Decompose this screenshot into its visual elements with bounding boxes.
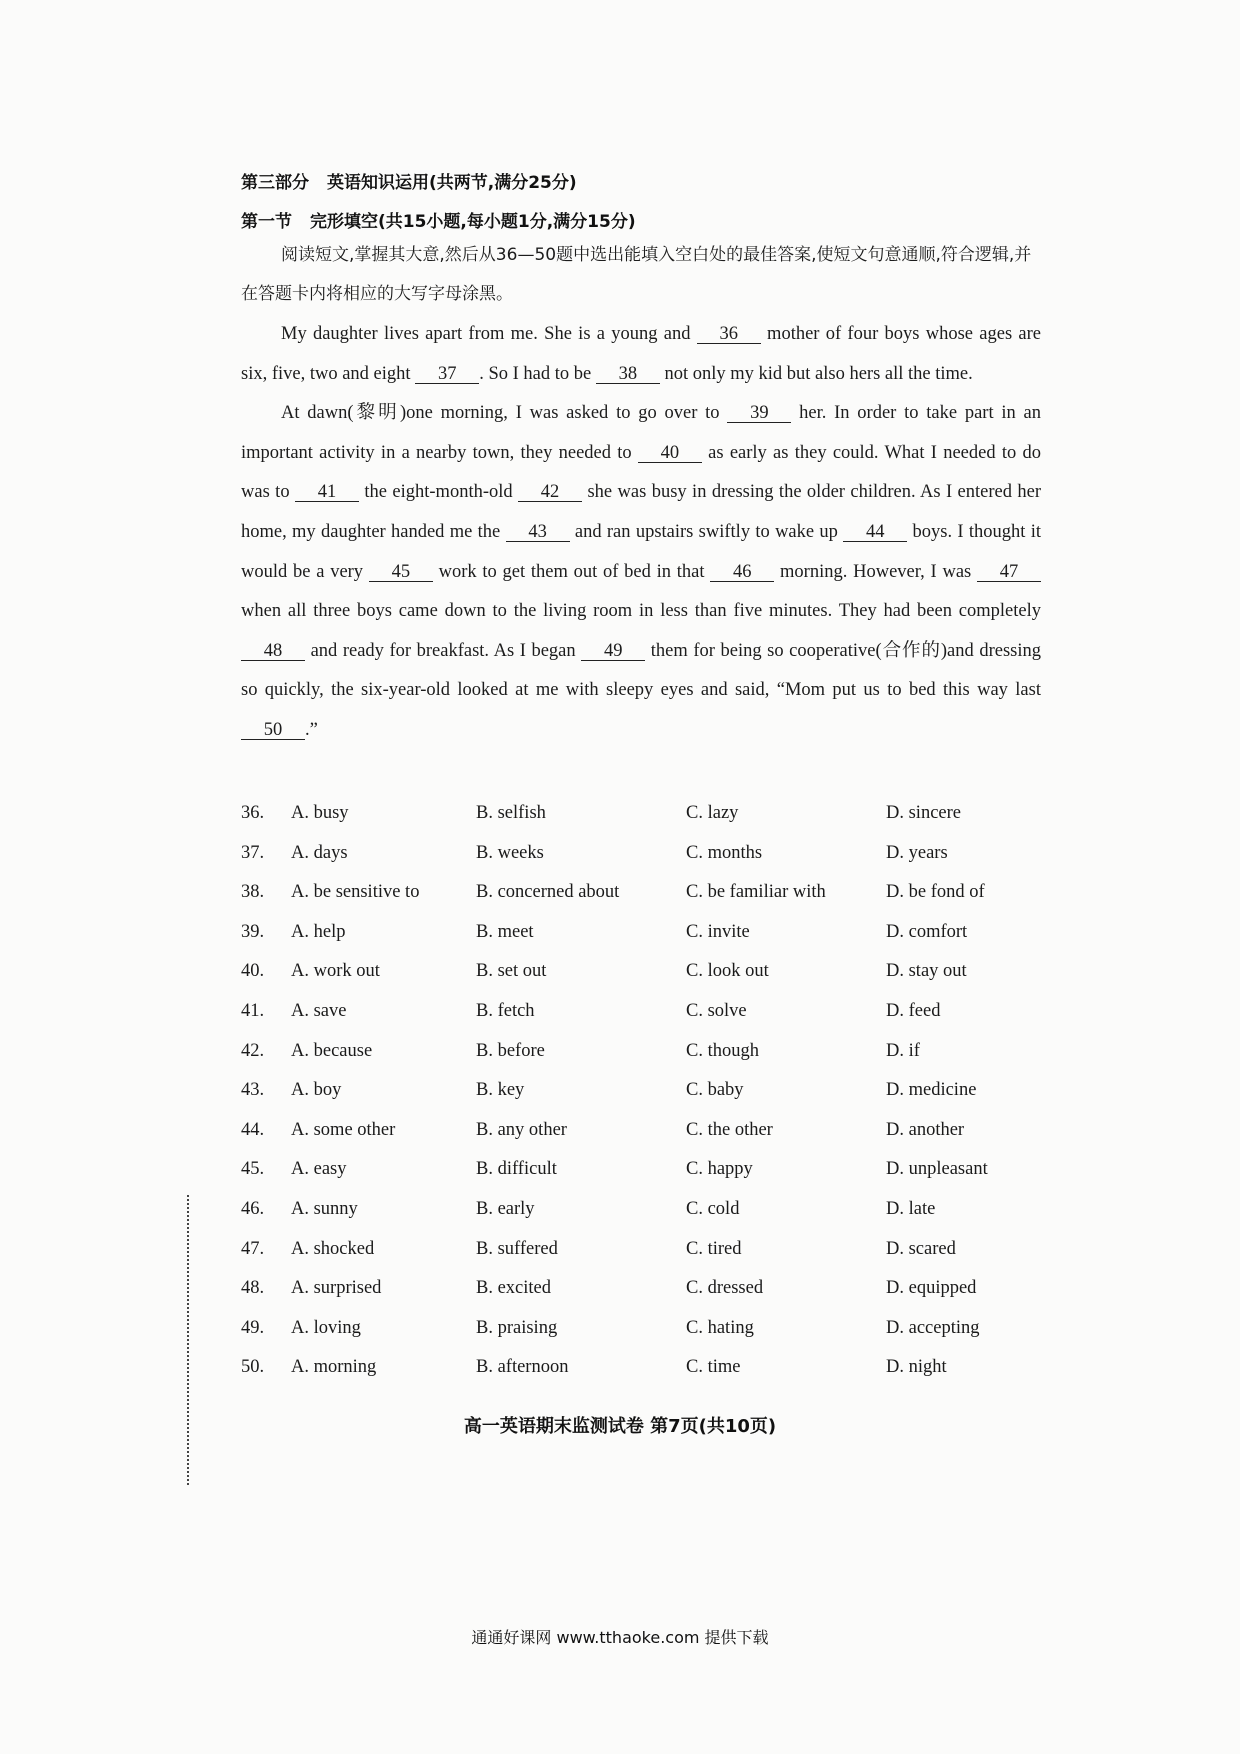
blank-39: 39	[727, 404, 791, 423]
option-a: A. shocked	[291, 1238, 375, 1259]
passage-text: boys. I thought it would be a very	[241, 521, 1041, 582]
blank-41: 41	[295, 483, 359, 502]
option-b: B. weeks	[476, 842, 544, 863]
blank-36: 36	[697, 325, 761, 344]
blank-38: 38	[596, 365, 660, 384]
option-row	[241, 992, 1041, 1032]
option-row	[241, 1348, 1041, 1388]
option-b: B. meet	[476, 921, 534, 942]
option-row	[241, 1071, 1041, 1111]
blank-45: 45	[369, 563, 433, 582]
option-b: B. excited	[476, 1278, 552, 1299]
blank-42: 42	[518, 483, 582, 502]
answer-options	[241, 794, 1041, 1388]
option-c: C. though	[686, 1040, 759, 1061]
blank-49: 49	[581, 642, 645, 661]
passage-text: her. In order to take part in an important activity in a nearby town, they needed to	[241, 403, 1042, 463]
option-a: A. save	[291, 1000, 347, 1021]
option-d: D. if	[886, 1040, 920, 1061]
option-d: D. sincere	[886, 803, 961, 823]
option-d: D. comfort	[886, 921, 968, 942]
blank-48: 48	[241, 642, 305, 661]
option-d: D. night	[886, 1357, 947, 1378]
option-b: B. concerned about	[476, 882, 620, 903]
passage-paragraph-2	[241, 394, 1041, 750]
option-row	[241, 834, 1041, 874]
passage-text: mother of four boys whose ages are six, five, two and eight	[241, 324, 1041, 384]
option-d: D. another	[886, 1119, 965, 1140]
question-number: 38.	[241, 882, 265, 903]
passage-text: as early as they could. What I needed to do was to	[241, 442, 1041, 503]
blank-37: 37	[415, 365, 479, 384]
option-c: C. look out	[686, 961, 769, 982]
option-c: C. months	[686, 842, 763, 863]
subsection-heading-part: 第一节	[241, 212, 292, 232]
instruction-text: 阅读短文,掌握其大意,然后从36—50题中选出能填入空白处的最佳答案,使短文句意通顺,符合逻辑,并在答题卡内将相应的大写字母涂黑。	[241, 245, 1032, 304]
option-b: B. difficult	[476, 1159, 557, 1180]
option-a: A. because	[291, 1040, 373, 1061]
question-number: 37.	[241, 842, 265, 863]
option-a: A. sunny	[291, 1198, 358, 1219]
section-heading-title: 英语知识运用(共两节,满分25分)	[327, 173, 577, 193]
option-a: A. work out	[291, 961, 380, 982]
passage-text: My daughter lives apart from me. She is a young and	[281, 324, 697, 344]
option-row	[241, 1150, 1041, 1190]
option-c: C. cold	[686, 1198, 740, 1219]
option-a: A. days	[291, 842, 348, 863]
option-d: D. equipped	[886, 1278, 977, 1299]
option-b: B. early	[476, 1198, 535, 1219]
passage-text: she was busy in dressing the older children. As I entered her home, my daughter handed me the	[241, 482, 1041, 542]
download-watermark: 通通好课网 www.tthaoke.com 提供下载	[471, 1628, 769, 1647]
option-row	[241, 1032, 1041, 1072]
question-number: 40.	[241, 961, 265, 982]
option-a: A. loving	[291, 1317, 361, 1338]
blank-50: 50	[241, 721, 305, 740]
option-d: D. unpleasant	[886, 1159, 988, 1180]
cloze-passage	[241, 315, 1041, 751]
blank-46: 46	[710, 563, 774, 582]
passage-text: morning. However, I was	[774, 561, 977, 582]
option-d: D. years	[886, 842, 948, 863]
option-row	[241, 1190, 1041, 1230]
section-heading-part: 第三部分	[241, 173, 309, 193]
question-number: 47.	[241, 1238, 265, 1259]
option-a: A. help	[291, 921, 346, 942]
passage-paragraph-1	[241, 315, 1041, 394]
passage-text: work to get them out of bed in that	[432, 561, 711, 582]
option-b: B. before	[476, 1040, 545, 1061]
blank-44: 44	[843, 523, 907, 542]
option-c: C. the other	[686, 1119, 773, 1140]
option-b: B. praising	[476, 1317, 558, 1338]
question-number: 48.	[241, 1278, 265, 1299]
option-b: B. afternoon	[476, 1357, 569, 1378]
passage-text: not only my kid but also hers all the time.	[659, 363, 973, 384]
option-b: B. any other	[476, 1119, 567, 1140]
option-c: C. be familiar with	[686, 882, 826, 903]
option-d: D. medicine	[886, 1080, 977, 1101]
option-a: A. some other	[291, 1119, 396, 1140]
passage-text: them for being so cooperative(合作的)and dressing so quickly, the six-year-old looked at me with sleepy eyes and said, “Mom put us to bed this way last	[241, 640, 1041, 701]
option-b: B. key	[476, 1080, 525, 1101]
blank-47: 47	[977, 563, 1041, 582]
option-row	[241, 873, 1041, 913]
question-number: 36.	[241, 803, 265, 823]
passage-text: and ready for breakfast. As I began	[305, 640, 582, 661]
option-c: C. invite	[686, 921, 750, 942]
option-c: C. happy	[686, 1159, 753, 1180]
section-heading	[241, 168, 577, 193]
page-footer: 高一英语期末监测试卷 第7页(共10页)	[463, 1416, 777, 1437]
question-number: 42.	[241, 1040, 265, 1061]
question-number: 50.	[241, 1357, 265, 1378]
option-c: C. time	[686, 1357, 741, 1378]
option-a: A. busy	[291, 803, 349, 823]
passage-text: the eight-month-old	[358, 482, 519, 503]
question-number: 45.	[241, 1159, 265, 1180]
option-c: C. baby	[686, 1080, 744, 1101]
passage-text: .”	[305, 719, 318, 740]
option-b: B. set out	[476, 961, 547, 982]
passage-text: At dawn(黎明)one morning, I was asked to go over to	[281, 403, 728, 424]
option-d: D. scared	[886, 1238, 956, 1259]
option-c: C. lazy	[686, 803, 739, 823]
binding-line	[187, 1195, 195, 1485]
option-d: D. be fond of	[886, 882, 985, 903]
option-row	[241, 1269, 1041, 1309]
blank-43: 43	[506, 523, 570, 542]
question-number: 44.	[241, 1119, 265, 1140]
option-a: A. surprised	[291, 1278, 382, 1299]
option-row	[241, 1230, 1041, 1270]
option-row	[241, 1111, 1041, 1151]
option-d: D. feed	[886, 1000, 941, 1021]
passage-text: when all three boys came down to the living room in less than five minutes. They had been completely	[241, 601, 1041, 622]
subsection-heading-title: 完形填空(共15小题,每小题1分,满分15分)	[310, 212, 636, 232]
option-c: C. solve	[686, 1000, 747, 1021]
passage-text: . So I had to be	[479, 363, 596, 384]
question-number: 43.	[241, 1080, 265, 1101]
option-c: C. hating	[686, 1317, 754, 1338]
option-b: B. suffered	[476, 1238, 558, 1259]
option-a: A. boy	[291, 1080, 342, 1101]
option-b: B. selfish	[476, 803, 546, 823]
subsection-heading	[241, 207, 636, 232]
option-d: D. stay out	[886, 961, 967, 982]
option-c: C. tired	[686, 1238, 742, 1259]
blank-40: 40	[638, 444, 702, 463]
question-number: 46.	[241, 1198, 265, 1219]
option-d: D. accepting	[886, 1317, 980, 1338]
option-row	[241, 1309, 1041, 1349]
option-row	[241, 952, 1041, 992]
question-number: 49.	[241, 1317, 265, 1338]
option-d: D. late	[886, 1198, 936, 1219]
option-a: A. easy	[291, 1159, 347, 1180]
option-row	[241, 913, 1041, 953]
passage-text: and ran upstairs swiftly to wake up	[569, 521, 844, 542]
option-row	[241, 794, 1041, 834]
option-c: C. dressed	[686, 1278, 764, 1299]
option-b: B. fetch	[476, 1000, 535, 1021]
option-a: A. be sensitive to	[291, 882, 420, 903]
question-number: 41.	[241, 1000, 265, 1021]
option-a: A. morning	[291, 1357, 377, 1378]
question-number: 39.	[241, 921, 265, 942]
